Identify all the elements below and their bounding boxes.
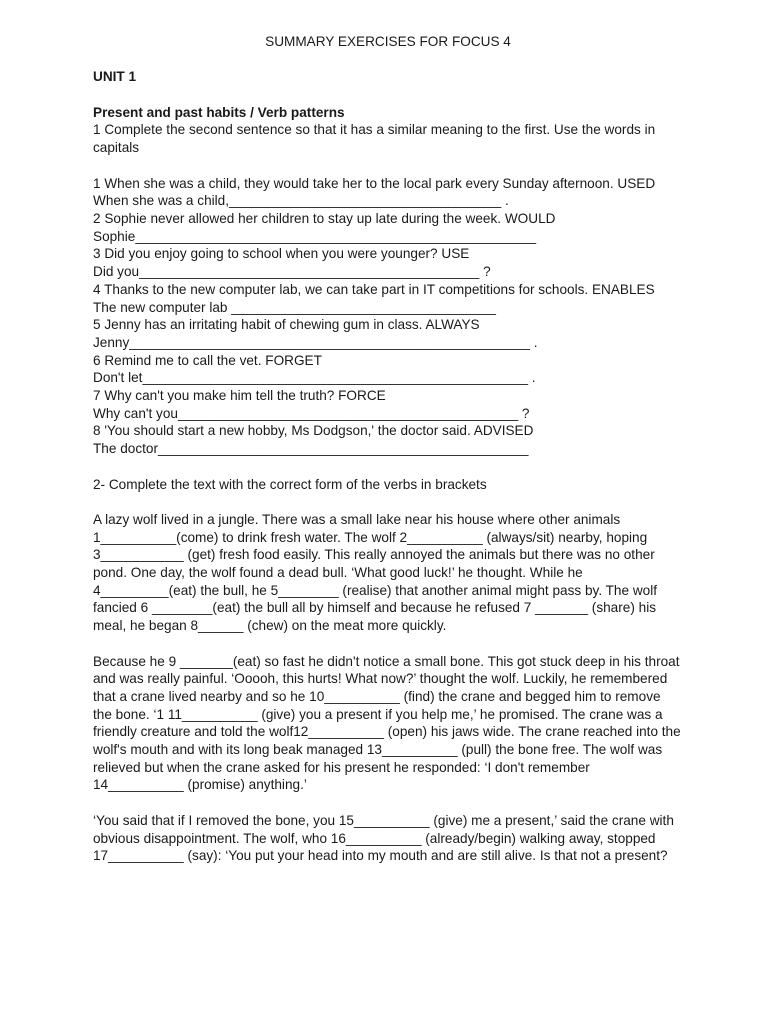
- unit-heading: UNIT 1: [93, 69, 137, 85]
- story-paragraph-3: ‘You said that if I removed the bone, you 15__________ (give) me a present,’ said the crane with obvious disappointment. The wolf, who 16__________ (already/begin) walking away, stopped 17__________ (say): ‘You put your head into my mouth and are still alive. Is that not a present?: [93, 812, 674, 864]
- exercise-item: [93, 422, 683, 457]
- item-answer-line: Why can't you_____________________________________________ ?: [93, 405, 530, 421]
- item-prompt: 4 Thanks to the new computer lab, we can take part in IT competitions for schools. ENABLES: [93, 281, 655, 297]
- item-answer-line: The doctor_________________________________________________: [93, 441, 529, 457]
- item-prompt: 6 Remind me to call the vet. FORGET: [93, 352, 322, 368]
- exercise-item: [93, 387, 683, 422]
- item-answer-line: Don't let___________________________________________________ .: [93, 370, 536, 386]
- exercise-item: [93, 316, 683, 351]
- item-prompt: 1 When she was a child, they would take her to the local park every Sunday afternoon. USED: [93, 175, 656, 191]
- item-prompt: 3 Did you enjoy going to school when you were younger? USE: [93, 246, 470, 262]
- item-prompt: 7 Why can't you make him tell the truth? FORCE: [93, 388, 386, 404]
- item-answer-line: Sophie_____________________________________________________: [93, 228, 537, 244]
- story-paragraph-1: A lazy wolf lived in a jungle. There was a small lake near his house where other animals 1__________(come) to drink fresh water. The wolf 2__________ (always/sit) nearby, hoping 3___________ (get) fresh food easily. This really annoyed the animals but there was no other pond. One day, the wolf found a dead bull. ‘What good luck!’ he thought. While he 4_________(eat) the bull, he 5________ (realise) that another animal might pass by. The wolf fancied 6 ________(eat) the bull all by himself and because he refused 7 _______ (share) his meal, he began 8______ (chew) on the meat more quickly.: [93, 511, 658, 634]
- item-answer-line: When she was a child,____________________________________ .: [93, 193, 509, 209]
- document-page: [93, 33, 683, 883]
- item-prompt: 8 'You should start a new hobby, Ms Dodgson,' the doctor said. ADVISED: [93, 423, 534, 439]
- item-prompt: 2 Sophie never allowed her children to stay up late during the week. WOULD: [93, 210, 556, 226]
- exercise-item: [93, 352, 683, 387]
- exercise1-items: [93, 175, 683, 458]
- item-answer-line: Did you_____________________________________________ ?: [93, 264, 491, 280]
- item-answer-line: Jenny_____________________________________________________ .: [93, 334, 538, 350]
- exercise-item: [93, 281, 683, 316]
- document-title: SUMMARY EXERCISES FOR FOCUS 4: [265, 34, 511, 49]
- exercise-item: [93, 210, 683, 245]
- exercise-item: [93, 245, 683, 280]
- section-heading: Present and past habits / Verb patterns: [93, 104, 345, 120]
- exercise-item: [93, 175, 683, 210]
- item-prompt: 5 Jenny has an irritating habit of chewing gum in class. ALWAYS: [93, 317, 480, 333]
- exercise1-instruction: 1 Complete the second sentence so that it has a similar meaning to the first. Use the words in capitals: [93, 122, 656, 156]
- item-answer-line: The new computer lab ___________________________________: [93, 299, 496, 315]
- story-paragraph-2: Because he 9 _______(eat) so fast he didn't notice a small bone. This got stuck deep in his throat and was really painful. ‘Ooooh, this hurts! What now?’ thought the wolf. Luckily, he remembered that a crane lived nearby and so he 10__________ (find) the crane and begged him to remove the bone. ‘1 11__________ (give) you a present if you help me,’ he promised. The crane was a friendly creature and told the wolf12__________ (open) his jaws wide. The crane reached into the wolf's mouth and with its long beak managed 13__________ (pull) the bone free. The wolf was relieved but when the crane asked for his present he responded: ‘I don't remember 14__________ (promise) anything.’: [93, 653, 681, 793]
- exercise2-instruction: 2- Complete the text with the correct form of the verbs in brackets: [93, 476, 487, 492]
